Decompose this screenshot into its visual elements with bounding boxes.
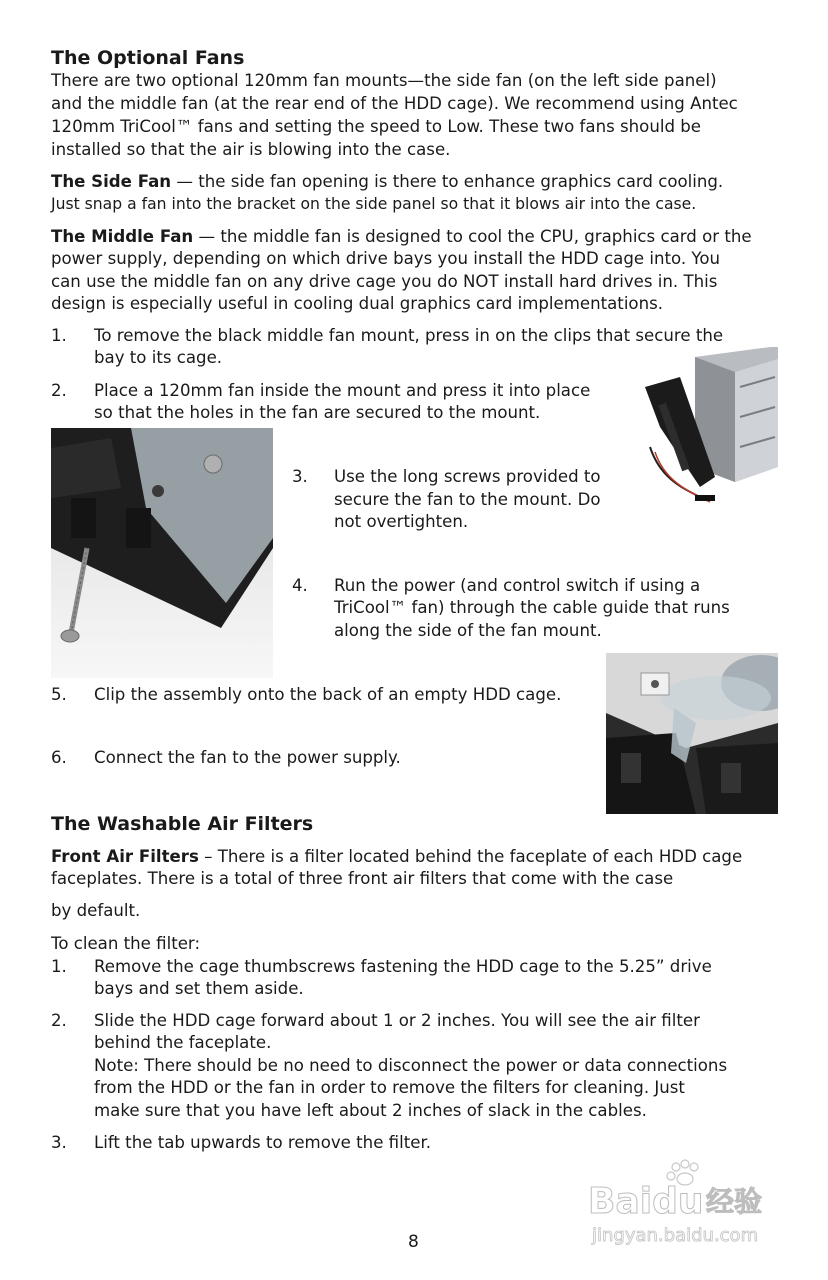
filter-step-1-line-2: bays and set them aside. bbox=[94, 979, 304, 998]
intro-line-3: 120mm TriCool™ fans and setting the speed to Low. These two fans should be bbox=[51, 117, 701, 136]
middle-fan-paragraph bbox=[51, 226, 752, 249]
hdd-cage-fan-mount-photo bbox=[640, 347, 778, 509]
front-filters-text-2: faceplates. There is a total of three front air filters that come with the case bbox=[51, 869, 674, 888]
filter-step-2-line-2: behind the faceplate. bbox=[94, 1033, 272, 1052]
filter-step-2-line-1: Slide the HDD cage forward about 1 or 2 inches. You will see the air filter bbox=[94, 1011, 700, 1030]
front-filters-label: Front Air Filters bbox=[51, 847, 199, 866]
fan-step-2-line-2: so that the holes in the fan are secured to the mount. bbox=[94, 403, 541, 422]
fan-step-3-line-1: Use the long screws provided to bbox=[334, 467, 601, 486]
baidu-jingyan-watermark bbox=[588, 1155, 788, 1250]
intro-line-2: and the middle fan (at the rear end of the HDD cage). We recommend using Antec bbox=[51, 94, 738, 113]
fan-step-5-line-1: Clip the assembly onto the back of an empty HDD cage. bbox=[94, 685, 562, 704]
filter-step-1-line-1: Remove the cage thumbscrews fastening the HDD cage to the 5.25” drive bbox=[94, 957, 712, 976]
fan-step-5-number: 5. bbox=[51, 685, 67, 704]
clean-filter-intro: To clean the filter: bbox=[51, 934, 201, 953]
fan-assembly-hdd-cage-photo bbox=[606, 653, 778, 814]
middle-fan-text-4: design is especially useful in cooling dual graphics card implementations. bbox=[51, 294, 664, 313]
section-heading-optional-fans: The Optional Fans bbox=[51, 47, 245, 69]
fan-step-4-number: 4. bbox=[292, 576, 308, 595]
section-heading-air-filters: The Washable Air Filters bbox=[51, 813, 314, 835]
middle-fan-text-3: can use the middle fan on any drive cage you do NOT install hard drives in. This bbox=[51, 272, 718, 291]
fan-step-2-line-1: Place a 120mm fan inside the mount and press it into place bbox=[94, 381, 591, 400]
filter-step-2-line-3: Note: There should be no need to disconnect the power or data connections bbox=[94, 1056, 728, 1075]
side-fan-text-2: Just snap a fan into the bracket on the side panel so that it blows air into the case. bbox=[51, 195, 697, 213]
fan-step-1-line-2: bay to its cage. bbox=[94, 348, 223, 367]
middle-fan-label: The Middle Fan bbox=[51, 227, 194, 246]
fan-step-1-number: 1. bbox=[51, 326, 67, 345]
front-filters-paragraph bbox=[51, 846, 742, 869]
fan-step-2-number: 2. bbox=[51, 381, 67, 400]
middle-fan-text-2: power supply, depending on which drive bays you install the HDD cage into. You bbox=[51, 249, 720, 268]
filter-step-2-line-5: make sure that you have left about 2 inches of slack in the cables. bbox=[94, 1101, 647, 1120]
fan-step-4-line-1: Run the power (and control switch if using a bbox=[334, 576, 701, 595]
filter-step-2-number: 2. bbox=[51, 1011, 67, 1030]
watermark-url: jingyan.baidu.com bbox=[592, 1225, 759, 1246]
side-fan-label: The Side Fan bbox=[51, 172, 172, 191]
fan-step-3-line-2: secure the fan to the mount. Do bbox=[334, 490, 601, 509]
fan-step-3-number: 3. bbox=[292, 467, 308, 486]
side-fan-text-1: — the side fan opening is there to enhance graphics card cooling. bbox=[171, 172, 724, 191]
watermark-brand: Baidu bbox=[588, 1181, 704, 1222]
fan-step-6-line-1: Connect the fan to the power supply. bbox=[94, 748, 401, 767]
filter-step-2-line-4: from the HDD or the fan in order to remove the filters for cleaning. Just bbox=[94, 1078, 685, 1097]
fan-step-4-line-2: TriCool™ fan) through the cable guide that runs bbox=[334, 598, 730, 617]
fan-step-6-number: 6. bbox=[51, 748, 67, 767]
filter-step-3-line-1: Lift the tab upwards to remove the filter. bbox=[94, 1133, 432, 1152]
intro-line-4: installed so that the air is blowing into the case. bbox=[51, 140, 451, 159]
page-number: 8 bbox=[408, 1232, 419, 1252]
watermark-cn: 经验 bbox=[706, 1185, 763, 1218]
fan-step-3-line-3: not overtighten. bbox=[334, 512, 469, 531]
side-fan-paragraph bbox=[51, 171, 723, 194]
fan-step-4-line-3: along the side of the fan mount. bbox=[334, 621, 602, 640]
screw-fan-mount-photo bbox=[51, 428, 273, 678]
filter-step-3-number: 3. bbox=[51, 1133, 67, 1152]
fan-step-1-line-1: To remove the black middle fan mount, press in on the clips that secure the bbox=[94, 326, 724, 345]
front-filters-text-1: – There is a filter located behind the faceplate of each HDD cage bbox=[198, 847, 743, 866]
middle-fan-text-1: — the middle fan is designed to cool the CPU, graphics card or the bbox=[193, 227, 752, 246]
filter-step-1-number: 1. bbox=[51, 957, 67, 976]
front-filters-text-3: by default. bbox=[51, 901, 141, 920]
intro-line-1: There are two optional 120mm fan mounts—the side fan (on the left side panel) bbox=[51, 71, 717, 90]
